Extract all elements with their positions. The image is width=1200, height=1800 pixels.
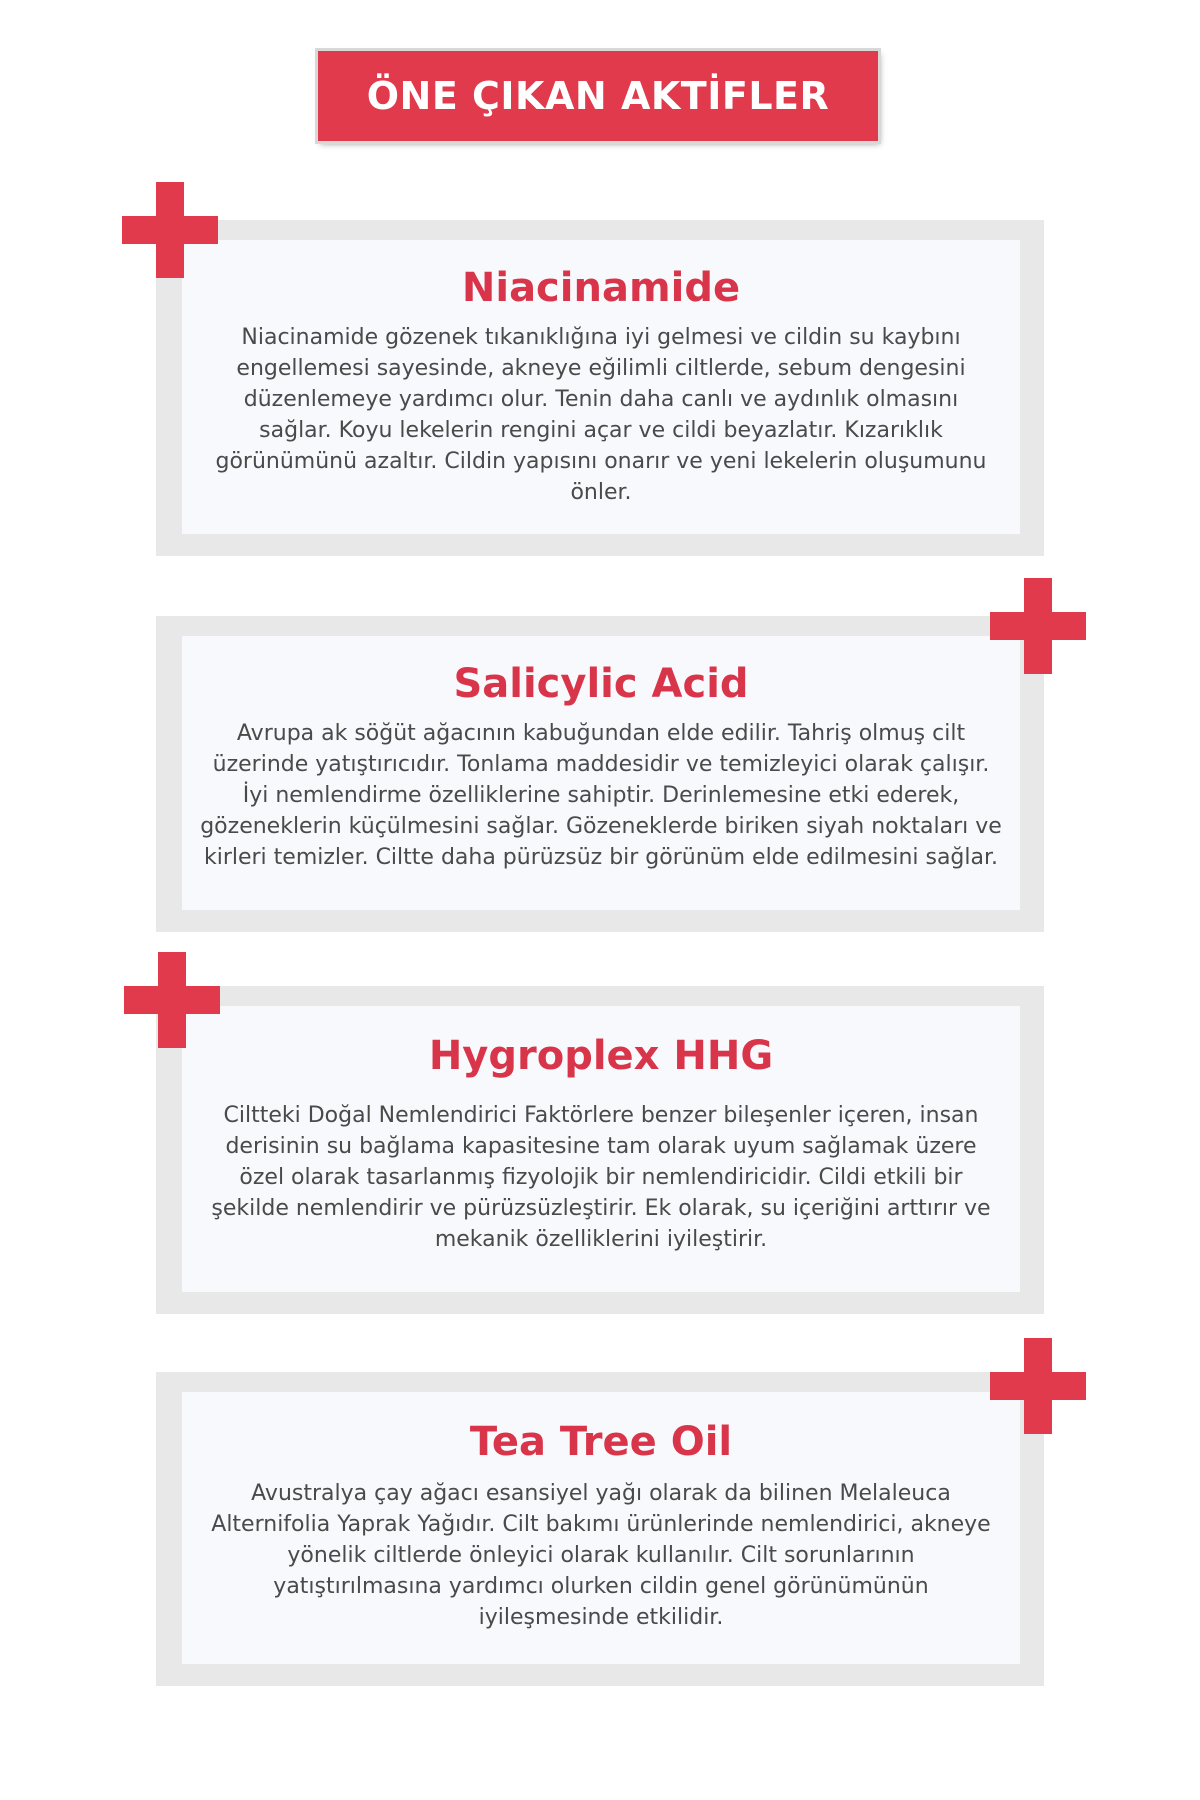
ingredient-card-salicylic-acid: [156, 616, 1044, 932]
card-description: Avustralya çay ağacı esansiyel yağı olarak da bilinen Melaleuca Alternifolia Yaprak Yağıdır. Cilt bakımı ürünlerinde nemlendirici, akneye yönelik ciltlerde önleyici olarak kullanılır. Cilt sorunlarının yatıştırılmasına yardımcı olurken cildin genel görünümünün iyileşmesinde etkilidir.: [211, 1481, 991, 1630]
plus-icon: [990, 578, 1086, 674]
card-inner: [182, 1006, 1020, 1292]
card-description: Avrupa ak söğüt ağacının kabuğundan elde edilir. Tahriş olmuş cilt üzerinde yatıştırıcıdır. Tonlama maddesidir ve temizleyici olarak çalışır. İyi nemlendirme özelliklerine sahiptir. Derinlemesine etki ederek, gözeneklerin küçülmesini sağlar. Gözeneklerde biriken siyah noktaları ve kirleri temizler. Ciltte daha pürüzsüz bir görünüm elde edilmesini sağlar.: [200, 721, 1002, 870]
ingredient-card-tea-tree-oil: [156, 1372, 1044, 1686]
ingredient-card-niacinamide: [156, 220, 1044, 556]
plus-icon: [990, 1338, 1086, 1434]
card-description: Ciltteki Doğal Nemlendirici Faktörlere benzer bileşenler içeren, insan derisinin su bağlama kapasitesine tam olarak uyum sağlamak üzere özel olarak tasarlanmış fizyolojik bir nemlendiricidir. Cildi etkili bir şekilde nemlendirir ve pürüzsüzleştirir. Ek olarak, su içeriğini arttırır ve mekanik özelliklerini iyileştirir.: [211, 1103, 991, 1252]
page-title: ÖNE ÇIKAN AKTİFLER: [366, 74, 830, 118]
card-title: Niacinamide: [461, 265, 741, 311]
card-title: Tea Tree Oil: [469, 1419, 733, 1465]
card-inner: [182, 240, 1020, 534]
card-inner: [182, 1392, 1020, 1664]
plus-icon: [122, 182, 218, 278]
ingredient-card-hygroplex-hhg: [156, 986, 1044, 1314]
plus-icon: [124, 952, 220, 1048]
card-title: Hygroplex HHG: [428, 1033, 774, 1079]
card-inner: [182, 636, 1020, 910]
card-description: Niacinamide gözenek tıkanıklığına iyi gelmesi ve cildin su kaybını engellemesi sayesinde, akneye eğilimli ciltlerde, sebum dengesini düzenlemeye yardımcı olur. Tenin daha canlı ve aydınlık olmasını sağlar. Koyu lekelerin rengini açar ve cildi beyazlatır. Kızarıklık görünümünü azaltır. Cildin yapısını onarır ve yeni lekelerin oluşumunu önler.: [215, 325, 987, 505]
card-title: Salicylic Acid: [453, 661, 749, 707]
header-banner: [318, 51, 878, 141]
